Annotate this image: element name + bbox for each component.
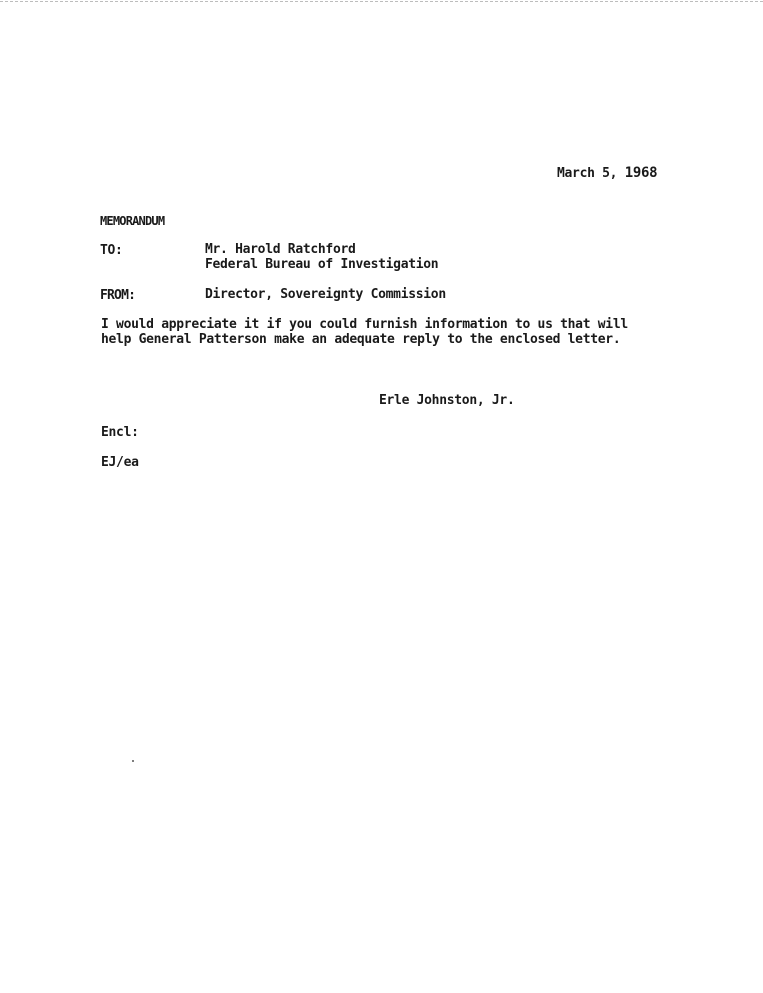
from-sender: Director, Sovereignty Commission <box>205 287 446 302</box>
memo-date-year: 1968 <box>624 165 658 181</box>
enclosure-note: Encl: <box>101 425 139 440</box>
memo-body-line-2: help General Patterson make an adequate reply to the enclosed letter. <box>101 332 621 347</box>
memo-title: MEMORANDUM <box>100 214 165 228</box>
to-recipient-organization: Federal Bureau of Investigation <box>205 257 439 272</box>
scan-speck <box>132 760 134 762</box>
memo-date <box>557 166 657 181</box>
from-label: FROM: <box>100 288 136 303</box>
page-top-border <box>0 1 763 2</box>
typist-initials: EJ/ea <box>101 455 139 470</box>
to-recipient-name: Mr. Harold Ratchford <box>205 242 356 257</box>
to-label: TO: <box>100 243 123 258</box>
signature-name: Erle Johnston, Jr. <box>379 393 515 408</box>
memo-date-month-day: March 5, <box>557 166 625 181</box>
memo-body-line-1: I would appreciate it if you could furnish information to us that will <box>101 317 628 332</box>
